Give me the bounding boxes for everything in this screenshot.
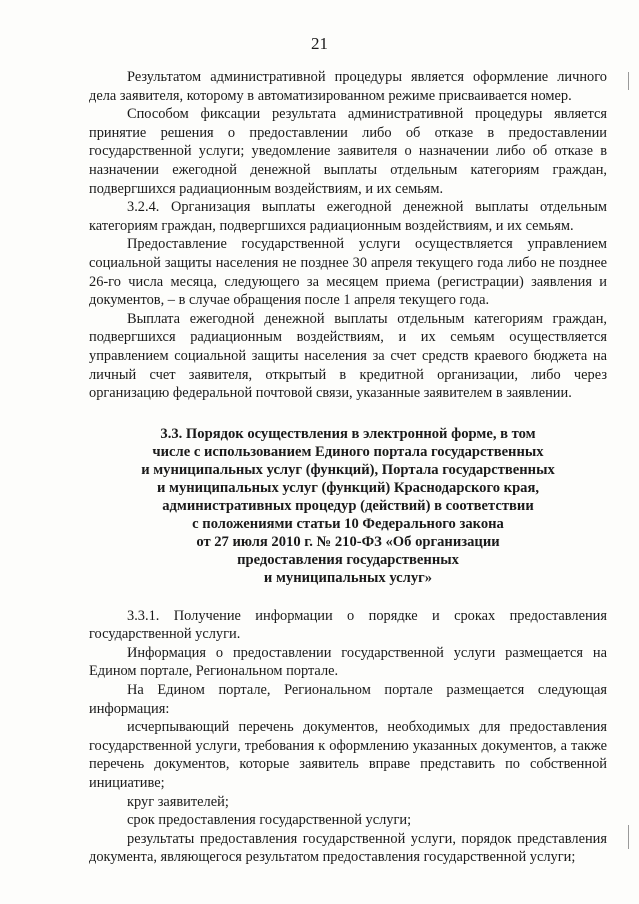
paragraph: На Едином портале, Региональном портале размещается следующая информация: xyxy=(89,682,607,717)
section-heading xyxy=(89,425,607,587)
section-heading-line: от 27 июля 2010 г. № 210-ФЗ «Об организации xyxy=(196,533,500,550)
section-heading-line: и муниципальных услуг (функций), Портала государственных xyxy=(141,461,555,478)
paragraph: 3.2.4. Организация выплаты ежегодной денежной выплаты отдельным категориям граждан, подвергшихся радиационным воздействиям, и их семьям. xyxy=(89,199,607,234)
list-item: исчерпывающий перечень документов, необходимых для предоставления государственной услуги, требования к оформлению указанных документов, а также перечень документов, которые заявитель вправе представить по собственной инициативе; xyxy=(89,719,607,792)
paragraph: Информация о предоставлении государственной услуги размещается на Едином портале, Региональном портале. xyxy=(89,644,607,680)
scan-edge-mark xyxy=(628,72,629,90)
page-number: 21 xyxy=(311,34,328,53)
section-heading-line: и муниципальных услуг» xyxy=(263,569,433,586)
paragraph: Способом фиксации результата административной процедуры является принятие решения о предоставлении либо об отказе в предоставлении государственной услуги; уведомление заявителя о назначении либо об отказе в назначении ежегодной денежной выплаты отдельным категориям граждан, подвергшихся радиационным воздействиям, и их семьям. xyxy=(89,106,607,197)
paragraph: Предоставление государственной услуги осуществляется управлением социальной защиты населения не позднее 30 апреля текущего года либо не позднее 26-го числа месяца, следующего за месяцем приема (регистрации) заявления и документов, – в случае обращения после 1 апреля текущего года. xyxy=(89,236,607,309)
paragraph: Выплата ежегодной денежной выплаты отдельным категориям граждан, подвергшихся радиационным воздействиям, и их семьям осуществляется управлением социальной защиты населения за счет средств краевого бюджета на личный счет заявителя, открытый в кредитной организации, либо через организацию федеральной почтовой связи, указанные заявителем в заявлении. xyxy=(89,310,607,402)
section-heading-line: предоставления государственных xyxy=(237,551,459,568)
paragraph: 3.3.1. Получение информации о порядке и сроках предоставления государственной услуги. xyxy=(89,607,607,643)
list-item: результаты предоставления государственной услуги, порядок представления документа, являющегося результатом предоставления государственной услуги; xyxy=(89,830,607,866)
document-body xyxy=(89,68,607,867)
section-heading-line: с положениями статьи 10 Федерального закона xyxy=(192,515,504,532)
scan-edge-mark xyxy=(628,825,629,849)
list-item: круг заявителей; xyxy=(127,793,229,810)
section-heading-line: и муниципальных услуг (функций) Краснодарского края, xyxy=(156,479,540,496)
list-item: срок предоставления государственной услуги; xyxy=(127,812,412,829)
section-heading-line: административных процедур (действий) в соответствии xyxy=(162,497,534,514)
section-heading-line: числе с использованием Единого портала государственных xyxy=(152,443,544,460)
paragraph: Результатом административной процедуры является оформление личного дела заявителя, которому в автоматизированном режиме присваивается номер. xyxy=(89,69,607,104)
section-heading-line: 3.3. Порядок осуществления в электронной форме, в том xyxy=(160,425,536,442)
